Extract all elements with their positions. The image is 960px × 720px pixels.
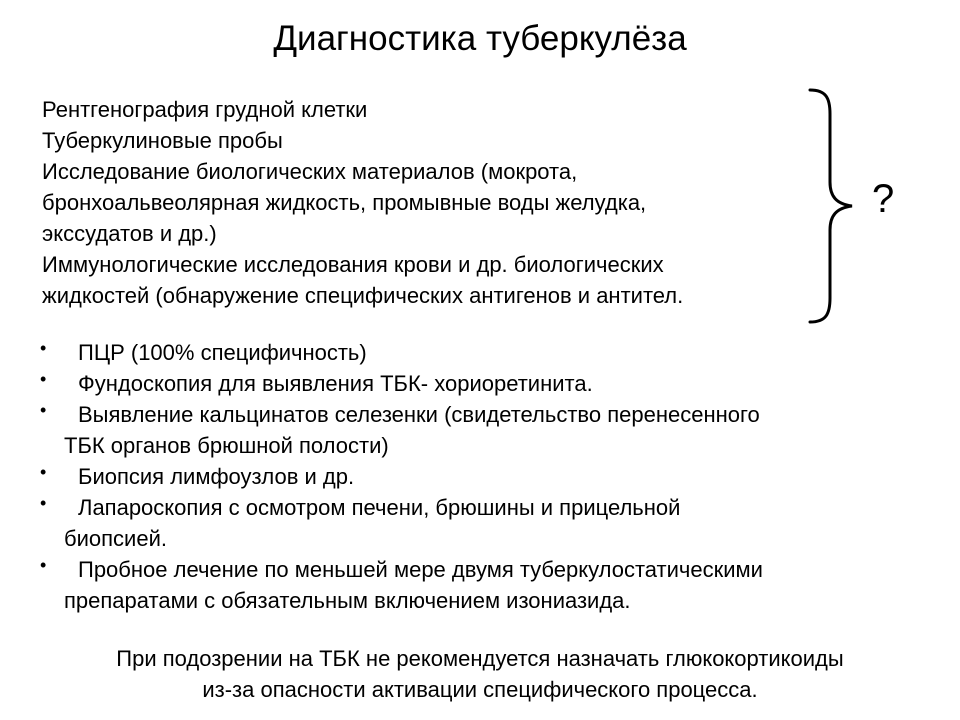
note-line: из-за опасности активации специфического процесса. (202, 677, 758, 702)
additional-methods-list (40, 337, 940, 616)
note-line: При подозрении на ТБК не рекомендуется назначать глюкокортикоиды (116, 646, 844, 671)
list-item (40, 554, 940, 616)
list-item-line: Пробное лечение по меньшей мере двумя туберкулостатическими (78, 557, 763, 582)
warning-note (0, 643, 960, 705)
list-item-line: Лапароскопия с осмотром печени, брюшины и прицельной (78, 495, 681, 520)
bullet-icon: • (40, 493, 47, 513)
method-line: жидкостей (обнаружение специфических антигенов и антител. (42, 283, 684, 308)
bullet-icon: • (40, 338, 47, 358)
bullet-icon: • (40, 462, 47, 482)
list-item (40, 492, 940, 554)
diagnostic-methods-block (42, 94, 832, 311)
method-line: экссудатов и др.) (42, 221, 217, 246)
list-item-line: ТБК органов брюшной полости) (64, 433, 389, 458)
method-line: Иммунологические исследования крови и др. биологических (42, 252, 664, 277)
list-item (40, 337, 940, 368)
method-line: бронхоальвеолярная жидкость, промывные воды желудка, (42, 190, 647, 215)
list-item-line: Биопсия лимфоузлов и др. (78, 464, 355, 489)
list-item-line: Выявление кальцинатов селезенки (свидетельство перенесенного (78, 402, 760, 427)
curly-brace-icon (800, 86, 860, 326)
question-mark: ? (872, 177, 895, 221)
list-item (40, 461, 940, 492)
list-item-line: Фундоскопия для выявления ТБК- хориоретинита. (78, 371, 593, 396)
method-line: Рентгенография грудной клетки (42, 97, 368, 122)
slide-title: Диагностика туберкулёза (273, 19, 687, 58)
method-line: Исследование биологических материалов (мокрота, (42, 159, 578, 184)
bullet-icon: • (40, 369, 47, 389)
bullet-icon: • (40, 555, 47, 575)
list-item-line: биопсией. (64, 526, 167, 551)
list-item (40, 368, 940, 399)
method-line: Туберкулиновые пробы (42, 128, 283, 153)
list-item-line: ПЦР (100% специфичность) (78, 340, 367, 365)
bullet-icon: • (40, 400, 47, 420)
list-item (40, 399, 940, 461)
list-item-line: препаратами с обязательным включением изониазида. (64, 588, 631, 613)
